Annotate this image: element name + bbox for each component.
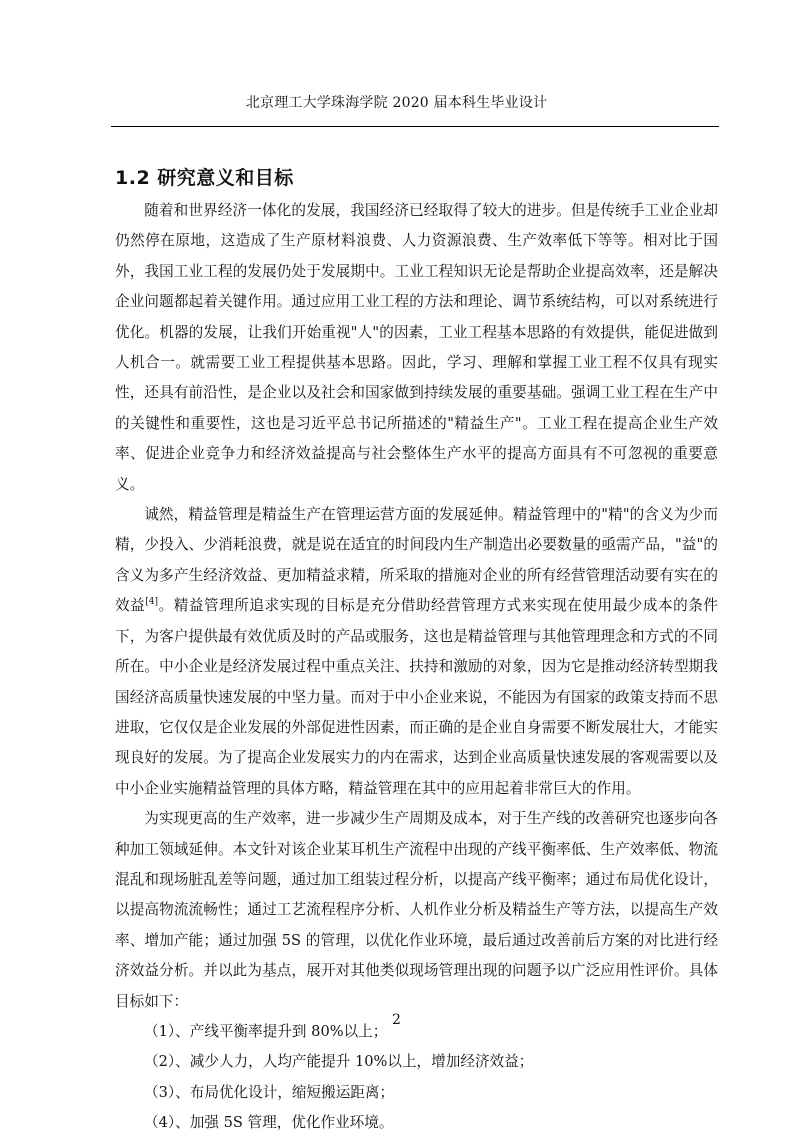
paragraph-text: 。精益管理所追求实现的目标是充分借助经营管理方式来实现在使用最少成本的条件下，为客户提供最有效优质及时的产品或服务，这也是精益管理与其他管理理念和方式的不同所在。中小企业是经济发展过程中重点关注、扶持和激励的对象，因为它是推动经济转型期我国经济高质量快速发展的中坚力量。而对于中小企业来说，不能因为有国家的政策支持而不思进取，它仅仅是企业发展的外部促进性因素，而正确的是企业自身需要不断发展壮大，才能实现良好的发展。为了提高企业发展实力的内在需求，达到企业高质量快速发展的客观需要以及中小企业实施精益管理的具体方略，精益管理在其中的应用起着非常巨大的作用。 xyxy=(115,597,718,797)
page-number: 2 xyxy=(392,1012,401,1028)
goal-item: （4）、加强 5S 管理，优化作业环境。 xyxy=(144,1114,394,1132)
paragraph-text: 诚然，精益管理是精益生产在管理运营方面的发展延伸。精益管理中的"精"的含义为少而精，少投入、少消耗浪费，就是说在适宜的时间段内生产制造出必要数量的亟需产品，"益"的含义为多产生经济效益、更加精益求精，所采取的措施对企业的所有经营管理活动要有实在的效益 xyxy=(115,506,718,615)
goal-item: （1）、产线平衡率提升到 80%以上； xyxy=(144,1022,388,1040)
goal-item: （3）、布局优化设计，缩短搬运距离； xyxy=(144,1083,395,1101)
body-text xyxy=(115,196,718,1139)
paragraph-lean-management xyxy=(115,500,718,804)
page-header: 北京理工大学珠海学院 2020 届本科生毕业设计 xyxy=(245,95,548,111)
citation-reference: [4] xyxy=(145,597,159,608)
header-divider xyxy=(111,126,719,127)
paragraph-objectives: 为实现更高的生产效率，进一步减少生产周期及成本，对于生产线的改善研究也逐步向各种加工领域延伸。本文针对该企业某耳机生产流程中出现的产线平衡率低、生产效率低、物流混乱和现场脏乱差等问题，通过加工组装过程分析，以提高产线平衡率；通过布局优化设计，以提高物流流畅性；通过工艺流程程序分析、人机作业分析及精益生产等方法，以提高生产效率、增加产能；通过加强 5S 的管理，以优化作业环境，最后通过改善前后方案的对比进行经济效益分析。并以此为基点，展开对其他类似现场管理出现的问题予以广泛应用性评价。具体目标如下： xyxy=(115,810,718,1010)
section-title: 1.2 研究意义和目标 xyxy=(115,167,294,189)
paragraph-significance: 随着和世界经济一体化的发展，我国经济已经取得了较大的进步。但是传统手工业企业却仍然停在原地，这造成了生产原材料浪费、人力资源浪费、生产效率低下等等。相对比于国外，我国工业工程的发展仍处于发展期中。工业工程知识无论是帮助企业提高效率，还是解决企业问题都起着关键作用。通过应用工业工程的方法和理论、调节系统结构，可以对系统进行优化。机器的发展，让我们开始重视"人"的因素，工业工程基本思路的有效提供，能促进做到人机合一。就需要工业工程提供基本思路。因此，学习、理解和掌握工业工程不仅具有现实性，还具有前沿性，是企业以及社会和国家做到持续发展的重要基础。强调工业工程在生产中的关键性和重要性，这也是习近平总书记所描述的"精益生产"。工业工程在提高企业生产效率、促进企业竞争力和经济效益提高与社会整体生产水平的提高方面具有不可忽视的重要意义。 xyxy=(115,202,718,493)
goal-item: （2）、减少人力，人均产能提升 10%以上，增加经济效益； xyxy=(144,1053,534,1071)
